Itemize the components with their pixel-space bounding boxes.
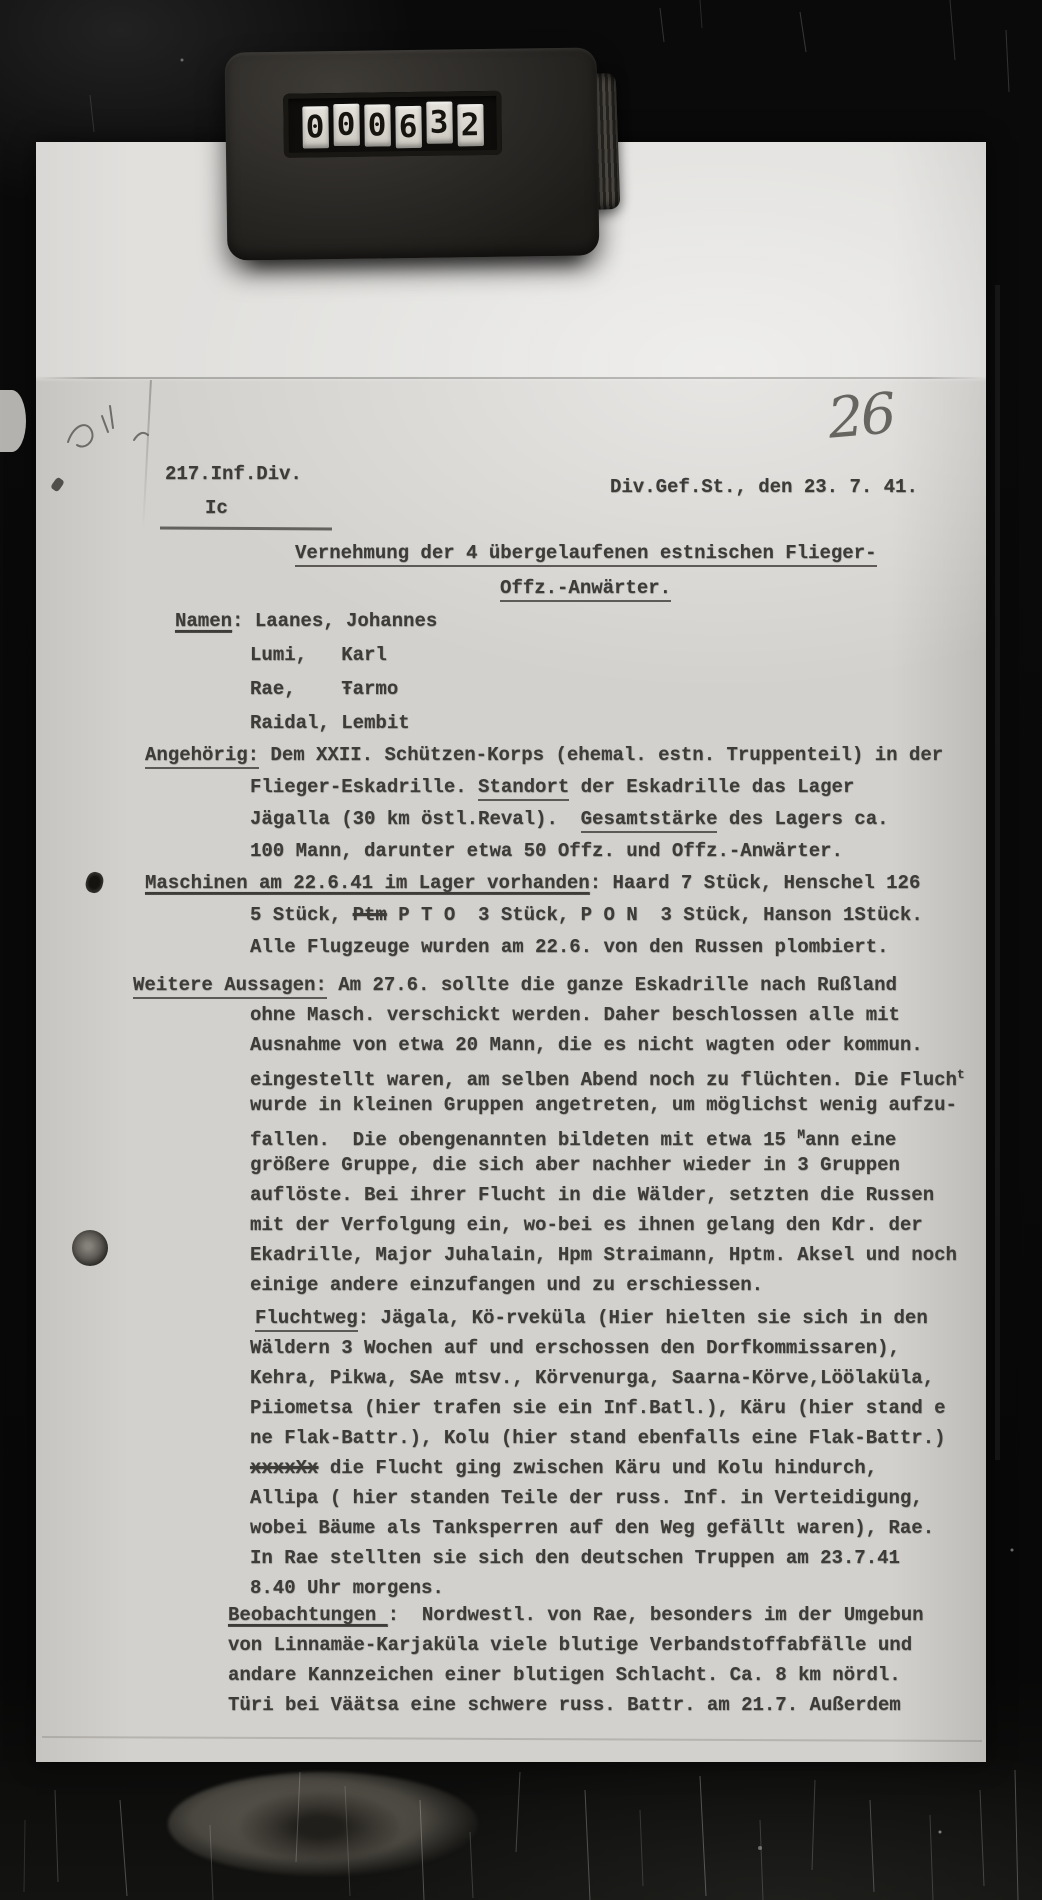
text-line-14	[145, 870, 920, 896]
text-segment: einige andere einzufangen und zu erschiessen.	[250, 1274, 764, 1296]
text-segment: Alle Flugzeuge wurden am 22.6. von den Russen plombiert.	[250, 936, 889, 958]
text-segment: wobei Bäume als Tanksperren auf den Weg gefällt waren), Rae.	[250, 1517, 935, 1539]
text-segment: Weitere Aussagen:	[133, 974, 327, 999]
text-segment: P T O 3 Stück, P O N 3 Stück, Hanson 1Stück.	[386, 904, 923, 926]
text-line-29	[250, 1335, 900, 1361]
text-segment: Raidal, Lembit	[250, 712, 410, 734]
text-segment: Allipa ( hier standen Teile der russ. Inf. in Verteidigung,	[250, 1487, 923, 1509]
text-line-30	[250, 1365, 934, 1391]
text-line-24	[250, 1182, 934, 1208]
text-segment: Offz.-Anwärter.	[500, 577, 671, 602]
text-segment: xxxxXx	[250, 1457, 319, 1479]
text-line-35	[250, 1515, 934, 1541]
text-line-20	[250, 1062, 965, 1093]
text-segment: Fluchtweg	[255, 1307, 358, 1332]
text-segment: andare Kannzeichen einer blutigen Schlacht. Ca. 8 km nördl.	[228, 1664, 901, 1686]
text-line-40	[228, 1662, 901, 1688]
text-line-32	[250, 1425, 946, 1451]
text-segment: Wäldern 3 Wochen auf und erschossen den Dorfkommissaren),	[250, 1337, 900, 1359]
text-segment: Div.Gef.St., den 23. 7. 41.	[610, 476, 918, 498]
text-line-1	[165, 461, 302, 487]
text-segment: die Flucht ging zwischen Käru und Kolu hindurch,	[318, 1457, 878, 1479]
text-line-4	[295, 540, 877, 566]
counter-digit: 6	[395, 106, 422, 148]
text-segment: des Lagers ca.	[717, 808, 889, 830]
text-line-22	[250, 1122, 896, 1153]
text-segment: ann eine	[805, 1129, 897, 1151]
text-line-17	[133, 972, 897, 998]
text-line-9	[250, 710, 410, 736]
counter-display	[283, 91, 502, 158]
text-line-18	[250, 1002, 900, 1028]
text-segment: ne Flak-Battr.), Kolu (hier stand ebenfalls eine Flak-Battr.)	[250, 1427, 946, 1449]
text-segment: Lumi, Karl	[250, 644, 387, 666]
counter-digit: 0	[302, 106, 329, 148]
text-segment: : Jägala, Kö-rveküla (Hier hielten sie sich in den	[357, 1307, 928, 1329]
text-segment: Am 27.6. sollte die ganze Eskadrille nach Rußland	[326, 974, 897, 996]
text-segment: Jägalla (30 km östl.Reval).	[250, 808, 581, 830]
text-segment: wurde in kleinen Gruppen angetreten, um möglichst wenig aufzu-	[250, 1094, 957, 1116]
text-segment: Beobachtungen	[228, 1604, 388, 1626]
text-line-27	[250, 1272, 763, 1298]
text-segment: : Nordwestl. von Rae, besonders im der Umgebun	[387, 1604, 924, 1626]
text-line-7	[250, 642, 387, 668]
text-segment: : Laanes, Johannes	[232, 610, 438, 632]
text-segment: Standort	[478, 776, 569, 801]
page-counter-device	[225, 47, 600, 260]
text-segment: auflöste. Bei ihrer Flucht in die Wälder, setzten die Russen	[250, 1184, 935, 1206]
counter-digit: 0	[364, 104, 391, 146]
text-line-16	[250, 934, 889, 960]
text-line-28	[255, 1305, 928, 1331]
text-line-38	[228, 1602, 924, 1628]
text-segment: : Haard 7 Stück, Henschel 126	[589, 872, 921, 894]
text-line-39	[228, 1632, 912, 1658]
text-line-19	[250, 1032, 923, 1058]
text-line-3	[205, 495, 228, 521]
text-segment: eingestellt waren, am selben Abend noch zu flüchten. Die Fluch	[250, 1069, 957, 1091]
text-line-5	[500, 575, 671, 601]
counter-digit: 0	[333, 104, 360, 146]
text-segment: Türi bei Väätsa eine schwere russ. Battr. am 21.7. Außerdem	[228, 1694, 901, 1716]
text-line-26	[250, 1242, 957, 1268]
text-segment: 5 Stück,	[250, 904, 353, 926]
counter-digit: 3	[426, 101, 453, 143]
text-segment: mit der Verfolgung ein, wo-bei es ihnen gelang den Kdr. der	[250, 1214, 923, 1236]
text-segment: 8.40 Uhr morgens.	[250, 1577, 444, 1599]
text-segment: 217.Inf.Div.	[165, 463, 302, 485]
text-line-10	[145, 742, 943, 768]
text-line-6	[175, 608, 437, 634]
text-segment: t	[956, 1067, 965, 1082]
text-segment: von Linnamäe-Karjaküla viele blutige Verbandstoffabfälle und	[228, 1634, 913, 1656]
text-segment: Flieger-Eskadrille.	[250, 776, 479, 798]
text-segment: der Eskadrille das Lager	[569, 776, 855, 798]
text-line-31	[250, 1395, 946, 1421]
text-segment: Ekadrille, Major Juhalain, Hpm Straimann, Hptm. Aksel und noch	[250, 1244, 957, 1266]
text-segment: Namen	[175, 610, 233, 632]
text-segment: In Rae stellten sie sich den deutschen Truppen am 23.7.41	[250, 1547, 900, 1569]
text-segment: Maschinen am 22.6.41 im Lager vorhanden	[145, 872, 590, 894]
counter-digits	[283, 91, 502, 158]
text-segment: Gesamtstärke	[581, 808, 718, 833]
text-segment: Dem XXII. Schützen-Korps (ehemal. estn. Truppenteil) in der	[259, 744, 944, 766]
film-stain-dark	[240, 1792, 400, 1862]
text-segment: Ptm	[352, 904, 387, 926]
text-segment: ohne Masch. verschickt werden. Daher beschlossen alle mit	[250, 1004, 900, 1026]
text-segment: Rae, Ŧarmo	[250, 678, 399, 700]
text-segment: fallen. Die obengenannten bildeten mit etwa 15	[250, 1129, 798, 1151]
text-segment: Kehra, Pikwa, SAe mtsv., Körvenurga, Saarna-Körve,Löölaküla,	[250, 1367, 935, 1389]
text-line-15	[250, 902, 923, 928]
text-line-25	[250, 1212, 923, 1238]
text-line-11	[250, 774, 854, 800]
text-line-37	[250, 1575, 444, 1601]
text-segment: Angehörig:	[145, 744, 259, 769]
text-line-13	[250, 838, 843, 864]
text-line-36	[250, 1545, 900, 1571]
text-line-2	[610, 474, 918, 500]
text-line-33	[250, 1455, 877, 1481]
text-line-8	[250, 676, 398, 702]
text-segment: größere Gruppe, die sich aber nachher wieder in 3 Gruppen	[250, 1154, 900, 1176]
counter-digit: 2	[457, 104, 484, 146]
text-segment: M	[797, 1127, 806, 1142]
text-line-12	[250, 806, 889, 832]
text-line-23	[250, 1152, 900, 1178]
text-segment: Ausnahme von etwa 20 Mann, die es nicht wagten oder kommun.	[250, 1034, 923, 1056]
text-line-21	[250, 1092, 957, 1118]
handwritten-page-number: 26	[825, 381, 896, 452]
text-line-34	[250, 1485, 923, 1511]
text-line-41	[228, 1692, 901, 1718]
text-segment: Vernehmung der 4 übergelaufenen estnischen Flieger-	[295, 542, 877, 567]
text-segment: Ic	[205, 497, 228, 519]
text-segment: Piiometsa (hier trafen sie ein Inf.Batl.), Käru (hier stand e	[250, 1397, 946, 1419]
text-segment: 100 Mann, darunter etwa 50 Offz. und Offz.-Anwärter.	[250, 840, 843, 862]
